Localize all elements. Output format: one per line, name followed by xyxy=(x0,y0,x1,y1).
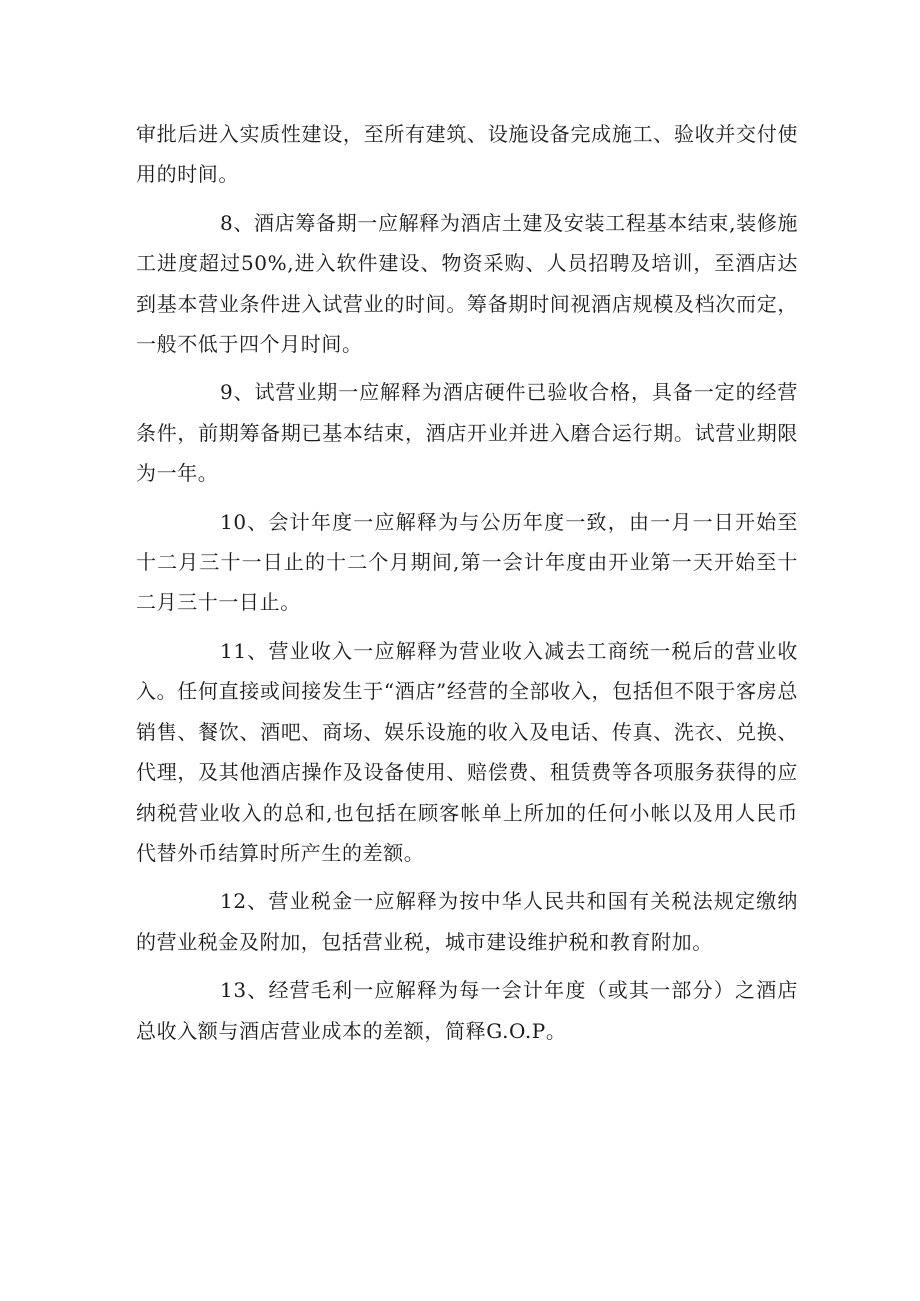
paragraph-continuation: 审批后进入实质性建设，至所有建筑、设施设备完成施工、验收并交付使用的时间。 xyxy=(136,122,798,187)
paragraph-item-13: 13、经营毛利一应解释为每一会计年度（或其一部分）之酒店总收入额与酒店营业成本的差额，简释G.O.P。 xyxy=(136,978,798,1043)
paragraph-item-8: 8、酒店筹备期一应解释为酒店土建及安装工程基本结束,装修施工进度超过50%,进入软件建设、物资采购、人员招聘及培训，至酒店达到基本营业条件进入试营业的时间。筹备期时间视酒店规模及档次而定，一般不低于四个月时间。 xyxy=(136,210,798,357)
paragraph-item-10: 10、会计年度一应解释为与公历年度一致，由一月一日开始至十二月三十一日止的十二个月期间,第一会计年度由开业第一天开始至十二月三十一日止。 xyxy=(136,509,798,615)
paragraph-item-9: 9、试营业期一应解释为酒店硬件已验收合格，具备一定的经营条件，前期筹备期已基本结束，酒店开业并进入磨合运行期。试营业期限为一年。 xyxy=(136,380,798,486)
paragraph-item-11: 11、营业收入一应解释为营业收入减去工商统一税后的营业收入。任何直接或间接发生于“酒店”经营的全部收入，包括但不限于客房总销售、餐饮、酒吧、商场、娱乐设施的收入及电话、传真、洗衣、兑换、代理，及其他酒店操作及设备使用、赔偿费、租赁费等各项服务获得的应纳税营业收入的总和,也包括在顾客帐单上所加的任何小帐以及用人民币代替外币结算时所产生的差额。 xyxy=(136,638,798,865)
document-body xyxy=(136,114,798,1059)
paragraph-item-12: 12、营业税金一应解释为按中华人民共和国有关税法规定缴纳的营业税金及附加，包括营业税，城市建设维护税和教育附加。 xyxy=(136,889,798,954)
